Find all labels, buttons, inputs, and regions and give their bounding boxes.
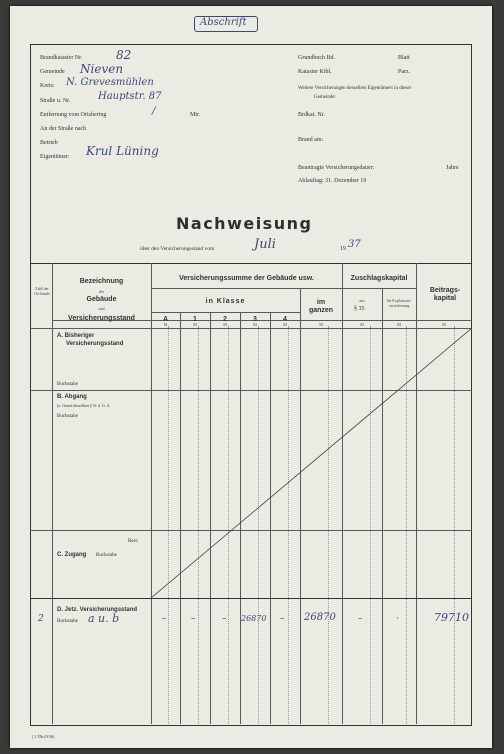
entfernung-value: / — [152, 106, 156, 117]
klasse-2: 2 — [223, 316, 227, 323]
abschrift-text: Abschrift — [200, 17, 247, 28]
group-in-klasse: in Klasse — [205, 298, 246, 305]
section-d-buchstabe: Buchstabe — [57, 619, 78, 624]
d-klasse-4: – — [280, 614, 285, 624]
rest-label: Rest: — [128, 539, 139, 544]
form-sheet — [10, 6, 492, 748]
header-line — [151, 312, 300, 313]
col-zahl-header: Zahl der Ge-bäude — [34, 286, 50, 296]
section-b-sub: (z. Grund desselben § 51 d. G. A. — [57, 403, 111, 408]
unit-m: M — [283, 322, 287, 327]
unit-m: M — [253, 322, 257, 327]
kreis-value: N. Grevesmühlen — [66, 77, 154, 88]
col-im-ganzen: im ganzen — [308, 299, 334, 314]
klasse-4: 4 — [283, 316, 287, 323]
d-zahl: 2 — [38, 614, 44, 624]
gemeinde-value: Nieven — [80, 62, 124, 76]
group-zuschlag: Zuschlagskapital — [350, 275, 408, 282]
d-klasse-1: – — [191, 614, 196, 624]
table-top-border — [30, 263, 472, 264]
diagonal-strike-line — [151, 328, 472, 598]
kreis-label: Kreis: — [40, 83, 55, 89]
section-c-buchstabe: Buchstabe — [96, 553, 117, 558]
kataster-label: Kataster Ktbl. — [298, 69, 332, 75]
brandkataster-value: 82 — [116, 48, 132, 62]
mtr-label: Mtr. — [190, 112, 201, 118]
d-klasse-a: – — [162, 614, 167, 624]
ablauftag-label: Ablauftag: 31. Dezember 19 — [298, 178, 367, 184]
betrieb-label: Betrieb — [40, 140, 58, 146]
eigentuemer-value: Krul Lüning — [86, 144, 159, 158]
parz-label: Parz. — [398, 69, 411, 75]
section-a-buchstabe: Buchstabe — [57, 382, 78, 387]
section-a-title2: Versicherungsstand — [66, 341, 124, 347]
blatt-label: Blatt — [398, 55, 410, 61]
section-a-title: A. Bisheriger — [57, 333, 95, 339]
unit-m: M — [319, 322, 323, 327]
strasse-value: Hauptstr. 87 — [98, 91, 162, 102]
section-d-title: D. Jetz. Versicherungsstand — [57, 607, 138, 613]
date-value: Juli — [254, 237, 276, 252]
an-der-strasse-label: An der Straße nach — [40, 126, 87, 132]
unit-m: M — [442, 322, 446, 327]
col-bezeichnung-4: und — [98, 306, 105, 311]
weitere-gemeinde-label: Gemeinde: — [314, 95, 336, 100]
group-versicherungssumme: Versicherungssumme der Gebäude usw. — [179, 275, 314, 282]
weitere-label: Weitere Versicherungen desselben Eigentümers in dieser — [298, 86, 412, 91]
strike-line — [151, 328, 472, 598]
brand-am-label: Brand am: — [298, 137, 324, 143]
unit-m: M — [223, 322, 227, 327]
unit-m: M — [397, 322, 401, 327]
col-bezeichnung-3: Gebäude — [86, 296, 117, 303]
unit-m: M — [193, 322, 197, 327]
header-line — [151, 288, 416, 289]
unit-m: M — [360, 322, 364, 327]
page-title: Nachweisung — [176, 214, 313, 233]
year-value: 37 — [348, 239, 361, 250]
d-klasse-2: – — [222, 614, 227, 624]
year-prefix: 19 — [340, 246, 346, 252]
col-explosion: für Explosions-versicherung — [386, 298, 412, 308]
entfernung-label: Entfernung vom Ortsbering — [40, 112, 107, 118]
unit-m: M — [163, 322, 168, 327]
col-beitrag: Beitrags-kapital — [429, 287, 461, 302]
klasse-a: A — [162, 316, 169, 323]
col-line — [52, 263, 53, 724]
col-bezeichnung-5: Versicherungsstand — [68, 315, 135, 322]
col-bezeichnung-1: Bezeichnung — [79, 278, 124, 285]
grundbuch-label: Grundbuch Bd. — [298, 55, 335, 61]
d-beitrag: 79710 — [434, 611, 469, 624]
d-im-ganzen: 26870 — [304, 612, 336, 623]
section-b-title: B. Abgang — [57, 394, 87, 400]
section-b-buchstabe: Buchstabe — [57, 414, 78, 419]
footer-code: [ 1 55b (9/36) — [32, 734, 55, 739]
gemeinde-label: Gemeinde — [40, 69, 65, 75]
d-klasse-3: 26870 — [241, 614, 267, 623]
brdkat-label: Brdkat. Nr. — [298, 112, 325, 118]
eigentuemer-label: Eigentümer: — [40, 154, 70, 160]
col-aus-35-b: § 35 — [354, 306, 365, 312]
d-buchstabe: a u. b — [88, 612, 120, 625]
section-line — [30, 598, 472, 599]
col-aus-35-a: aus — [359, 298, 365, 303]
d-aus-35: – — [358, 614, 363, 624]
col-bezeichnung-2: der — [98, 289, 105, 294]
title-subtitle: über den Versicherungsstand vom — [140, 246, 215, 252]
dauer-label: Beantragte Versicherungsdauer: — [298, 165, 375, 171]
d-explosion: · — [396, 614, 399, 624]
klasse-3: 3 — [253, 316, 257, 323]
jahre-label: Jahre — [446, 165, 459, 171]
section-c-title: C. Zugang — [57, 552, 87, 558]
klasse-1: 1 — [193, 316, 197, 323]
strasse-label: Straße u. Nr. — [40, 98, 71, 104]
brandkataster-label: Brandkataster Nr. — [40, 55, 83, 61]
